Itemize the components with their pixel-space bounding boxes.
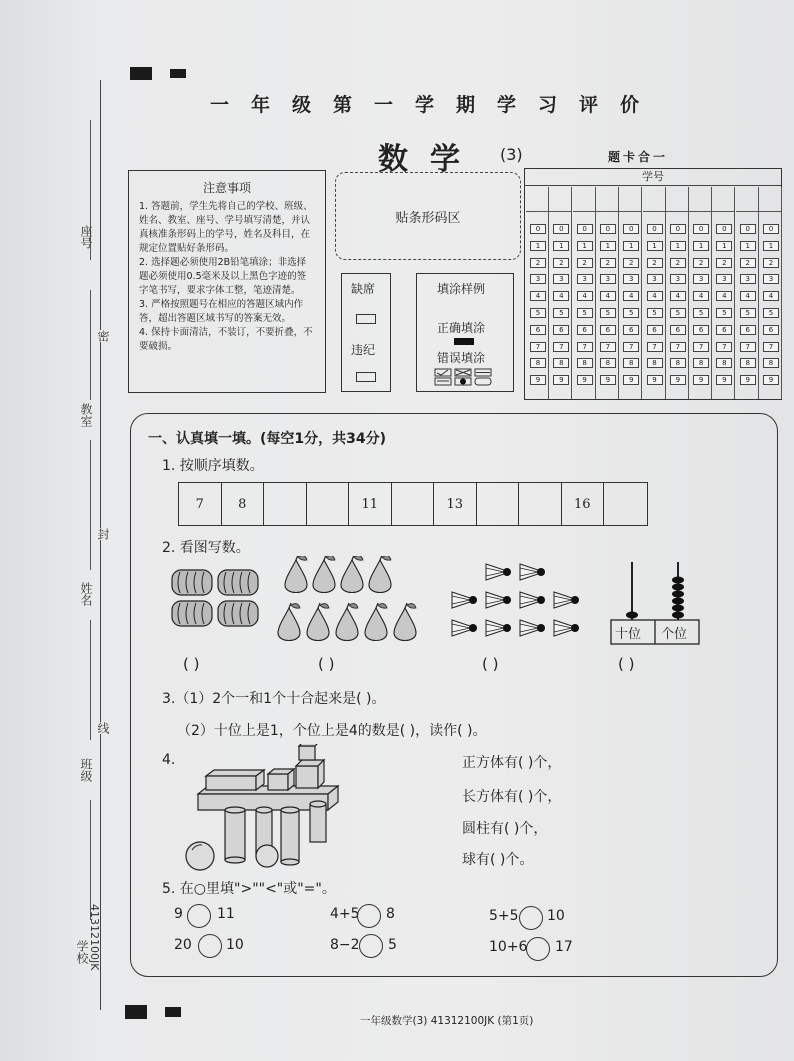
- student-id-bubble[interactable]: 0: [600, 224, 616, 234]
- student-id-bubble[interactable]: 9: [553, 375, 569, 385]
- fill-line: [90, 290, 91, 400]
- student-id-bubble[interactable]: 8: [600, 358, 616, 368]
- school-label: 学校: [75, 940, 89, 964]
- alignment-mark: [130, 67, 152, 80]
- student-id-bubble[interactable]: 8: [647, 358, 663, 368]
- notice-item: 2. 选择题必须使用2B铅笔填涂；非选择题必须使用0.5毫米及以上黑色字迹的签字笔书写，要求字体工整，笔迹清楚。: [139, 257, 307, 296]
- subject-text: 数学: [378, 142, 482, 177]
- student-id-digit-box[interactable]: [526, 187, 548, 212]
- q2-answer-blank[interactable]: ( ): [183, 655, 200, 673]
- compare-left: 20: [174, 937, 192, 953]
- student-id-column: [666, 187, 689, 399]
- student-id-bubble[interactable]: 6: [600, 325, 616, 335]
- student-id-bubble[interactable]: 7: [763, 342, 779, 352]
- student-id-bubble[interactable]: 9: [623, 375, 639, 385]
- student-id-bubble[interactable]: 1: [623, 241, 639, 251]
- notice-item: 1. 答题前，学生先将自己的学校、班级、姓名、教室、座号、学号填写清楚，并认真核准条形码上的学号，姓名及科目，在规定位置贴好条形码。: [139, 201, 313, 254]
- student-id-bubble[interactable]: 9: [600, 375, 616, 385]
- student-id-bubble[interactable]: 1: [716, 241, 732, 251]
- student-id-bubble[interactable]: 1: [763, 241, 779, 251]
- seal-text: 封: [96, 528, 110, 540]
- student-id-bubble[interactable]: 8: [740, 358, 756, 368]
- class-label: 班级: [79, 758, 93, 782]
- student-id-bubble[interactable]: 7: [740, 342, 756, 352]
- student-id-bubble[interactable]: 7: [716, 342, 732, 352]
- student-id-bubble[interactable]: 7: [600, 342, 616, 352]
- q4-cube-line[interactable]: 正方体有( )个，: [462, 755, 562, 771]
- student-id-bubble[interactable]: 8: [530, 358, 546, 368]
- student-id-bubble[interactable]: 0: [740, 224, 756, 234]
- shuttlecock-icon: [520, 620, 545, 636]
- student-id-bubble[interactable]: 0: [763, 224, 779, 234]
- student-id-bubble[interactable]: 4: [577, 291, 593, 301]
- pear-icon: [278, 603, 300, 641]
- student-id-bubble[interactable]: 0: [693, 224, 709, 234]
- student-id-bubble[interactable]: 9: [530, 375, 546, 385]
- student-id-bubble[interactable]: 2: [577, 258, 593, 268]
- notice-item: 3. 严格按照题号在相应的答题区域内作答，超出答题区域书写的答案无效。: [139, 299, 304, 324]
- shuttlecock-icon: [554, 620, 579, 636]
- seat-label: 座号: [79, 225, 93, 249]
- student-id-bubble[interactable]: 4: [740, 291, 756, 301]
- student-id-bubble[interactable]: 4: [716, 291, 732, 301]
- student-id-bubble[interactable]: 9: [693, 375, 709, 385]
- sequence-cell[interactable]: [519, 483, 562, 525]
- shuttlecock-icon: [554, 592, 579, 608]
- student-id-bubble[interactable]: 4: [693, 291, 709, 301]
- compare-left: 4+5: [330, 906, 360, 922]
- seal-text: 线: [96, 722, 110, 734]
- student-id-bubble[interactable]: 6: [623, 325, 639, 335]
- student-id-column: [549, 187, 572, 399]
- student-id-digit-box[interactable]: [736, 187, 758, 212]
- q4-cylinder-line[interactable]: 圆柱有( )个，: [462, 821, 548, 837]
- compare-right: 11: [217, 906, 235, 922]
- student-id-bubble[interactable]: 2: [530, 258, 546, 268]
- notice-item: 4. 保持卡面清洁，不装订，不要折叠，不要破损。: [139, 327, 313, 352]
- student-id-bubble[interactable]: 3: [623, 274, 639, 284]
- sequence-cell: 8: [222, 483, 265, 525]
- student-id-digit-box[interactable]: [549, 187, 571, 212]
- student-id-bubble[interactable]: 9: [740, 375, 756, 385]
- seal-text: 密: [96, 330, 110, 342]
- student-id-bubble[interactable]: 5: [740, 308, 756, 318]
- student-id-column: [759, 187, 782, 399]
- edition-label: (3): [500, 145, 523, 164]
- student-id-bubble[interactable]: 2: [623, 258, 639, 268]
- student-id-bubble[interactable]: 6: [763, 325, 779, 335]
- student-id-bubble[interactable]: 3: [763, 274, 779, 284]
- student-id-column: [689, 187, 712, 399]
- student-id-digit-box[interactable]: [573, 187, 595, 212]
- student-id-column: [619, 187, 642, 399]
- classroom-label: 教室: [79, 403, 93, 427]
- student-id-column: [712, 187, 735, 399]
- student-id-bubble[interactable]: 8: [693, 358, 709, 368]
- fill-line: [90, 620, 91, 740]
- student-id-bubble[interactable]: 6: [740, 325, 756, 335]
- q3-line2[interactable]: （2）十位上是1，个位上是4的数是( )，读作( )。: [177, 723, 487, 739]
- student-id-bubble[interactable]: 2: [553, 258, 569, 268]
- student-id-bubble[interactable]: 4: [530, 291, 546, 301]
- student-id-column: [526, 187, 549, 399]
- alignment-mark: [165, 1007, 181, 1017]
- student-id-bubble[interactable]: 7: [577, 342, 593, 352]
- q4-sphere-line[interactable]: 球有( )个。: [462, 852, 534, 868]
- student-id-bubble[interactable]: 2: [716, 258, 732, 268]
- student-id-column: [736, 187, 759, 399]
- pear-icon: [285, 556, 307, 593]
- compare-circle[interactable]: [187, 904, 211, 928]
- shuttlecock-icon: [452, 592, 477, 608]
- shuttlecocks-icon: [448, 558, 582, 646]
- q3-line1[interactable]: 3.（1）2个一和1个十合起来是( )。: [162, 691, 386, 707]
- student-id-digit-box[interactable]: [759, 187, 781, 212]
- student-id-bubble[interactable]: 3: [716, 274, 732, 284]
- student-id-bubble[interactable]: 2: [763, 258, 779, 268]
- binding-line: [100, 80, 101, 1010]
- q2-answer-blank[interactable]: ( ): [318, 655, 335, 673]
- student-id-bubble[interactable]: 8: [763, 358, 779, 368]
- student-id-bubble[interactable]: 7: [553, 342, 569, 352]
- sequence-cell[interactable]: [392, 483, 435, 525]
- sequence-cell[interactable]: [264, 483, 307, 525]
- fill-line: [90, 440, 91, 570]
- student-id-column: [573, 187, 596, 399]
- pear-icon: [341, 556, 363, 593]
- student-id-digit-box[interactable]: [712, 187, 734, 212]
- student-id-bubble[interactable]: 6: [530, 325, 546, 335]
- student-id-bubble[interactable]: 7: [647, 342, 663, 352]
- student-id-bubble[interactable]: 1: [693, 241, 709, 251]
- pear-icon: [336, 603, 358, 641]
- student-id-bubble[interactable]: 7: [623, 342, 639, 352]
- student-id-bubble[interactable]: 0: [716, 224, 732, 234]
- student-id-bubble[interactable]: 5: [716, 308, 732, 318]
- student-id-column: [643, 187, 666, 399]
- solids-shapes-icon: [178, 744, 358, 874]
- correct-fill-sample: [454, 338, 474, 345]
- pear-icon: [365, 603, 387, 641]
- student-id-bubble[interactable]: 5: [553, 308, 569, 318]
- compare-circle[interactable]: [519, 906, 543, 930]
- sequence-cells: [178, 482, 648, 526]
- student-id-bubble[interactable]: 6: [577, 325, 593, 335]
- student-id-bubble[interactable]: 5: [577, 308, 593, 318]
- absent-bubble[interactable]: [356, 314, 376, 324]
- sequence-cell: 11: [349, 483, 392, 525]
- compare-right: 5: [388, 937, 397, 953]
- alignment-mark: [125, 1005, 147, 1019]
- student-id-bubble[interactable]: 2: [693, 258, 709, 268]
- student-id-bubble[interactable]: 4: [553, 291, 569, 301]
- student-id-bubble[interactable]: 1: [530, 241, 546, 251]
- student-id-bubble[interactable]: 8: [553, 358, 569, 368]
- q2-answer-blank[interactable]: ( ): [618, 655, 635, 673]
- student-id-bubble[interactable]: 7: [530, 342, 546, 352]
- student-id-label: 学号: [525, 169, 781, 186]
- student-id-bubble[interactable]: 0: [670, 224, 686, 234]
- code-label: 41312100JK: [88, 904, 101, 971]
- student-id-digit-box[interactable]: [643, 187, 665, 212]
- fill-example-title: 填涂样例: [437, 282, 486, 296]
- q5-label: 5. 在○里填">""<"或"="。: [162, 881, 336, 897]
- student-id-bubble[interactable]: 7: [670, 342, 686, 352]
- student-id-bubble[interactable]: 6: [647, 325, 663, 335]
- sequence-cell[interactable]: [477, 483, 520, 525]
- student-id-bubble[interactable]: 9: [577, 375, 593, 385]
- student-id-bubble[interactable]: 1: [553, 241, 569, 251]
- student-id-bubble[interactable]: 8: [623, 358, 639, 368]
- q1-label: 1. 按顺序填数。: [162, 458, 264, 474]
- compare-left: 8−2: [330, 937, 360, 953]
- compare-circle[interactable]: [359, 934, 383, 958]
- correct-fill-label: 正确填涂: [437, 321, 486, 335]
- student-id-bubble[interactable]: 3: [647, 274, 663, 284]
- compare-left: 9: [174, 906, 183, 922]
- student-id-digit-box[interactable]: [689, 187, 711, 212]
- compare-left: 10+6: [489, 939, 528, 955]
- barcode-area[interactable]: [335, 172, 521, 260]
- sequence-cell[interactable]: [307, 483, 350, 525]
- student-id-bubble[interactable]: 5: [623, 308, 639, 318]
- student-id-bubble[interactable]: 4: [670, 291, 686, 301]
- q2-label: 2. 看图写数。: [162, 540, 250, 556]
- compare-circle[interactable]: [198, 934, 222, 958]
- compare-circle[interactable]: [357, 904, 381, 928]
- name-label: 姓名: [79, 582, 93, 606]
- student-id-bubble[interactable]: 3: [693, 274, 709, 284]
- shuttlecock-icon: [486, 564, 511, 580]
- pear-icon: [369, 556, 391, 593]
- notice-title: 注意事项: [202, 181, 251, 195]
- student-id-bubble[interactable]: 4: [763, 291, 779, 301]
- page-footer: 一年级数学(3) 41312100JK (第1页): [360, 1015, 534, 1027]
- student-id-column: [596, 187, 619, 399]
- student-id-bubble[interactable]: 0: [623, 224, 639, 234]
- student-id-bubble[interactable]: 3: [553, 274, 569, 284]
- student-id-bubble[interactable]: 9: [716, 375, 732, 385]
- q2-answer-blank[interactable]: ( ): [482, 655, 499, 673]
- compare-right: 8: [386, 906, 395, 922]
- compare-right: 17: [555, 939, 573, 955]
- student-id-bubble[interactable]: 6: [670, 325, 686, 335]
- student-id-bubble[interactable]: 5: [670, 308, 686, 318]
- shuttlecock-icon: [520, 592, 545, 608]
- q4-cuboid-line[interactable]: 长方体有( )个，: [462, 789, 562, 805]
- compare-right: 10: [226, 937, 244, 953]
- notice-box: [128, 170, 326, 393]
- compare-circle[interactable]: [526, 937, 550, 961]
- exam-subtitle: 一年级第一学期学习评价: [210, 94, 662, 116]
- student-id-bubble[interactable]: 4: [600, 291, 616, 301]
- student-id-bubble[interactable]: 9: [763, 375, 779, 385]
- student-id-bubble[interactable]: 6: [553, 325, 569, 335]
- student-id-bubble[interactable]: 1: [670, 241, 686, 251]
- student-id-bubble[interactable]: 6: [693, 325, 709, 335]
- student-id-bubble[interactable]: 2: [740, 258, 756, 268]
- student-id-bubble[interactable]: 3: [577, 274, 593, 284]
- student-id-bubble[interactable]: 0: [647, 224, 663, 234]
- student-id-bubble[interactable]: 4: [623, 291, 639, 301]
- student-id-bubble[interactable]: 5: [530, 308, 546, 318]
- shuttlecock-icon: [520, 564, 545, 580]
- violation-bubble[interactable]: [356, 372, 376, 382]
- ropes-icon: [170, 568, 262, 630]
- student-id-bubble[interactable]: 8: [577, 358, 593, 368]
- sequence-cell: 16: [562, 483, 605, 525]
- student-id-bubble[interactable]: 5: [763, 308, 779, 318]
- student-id-bubble[interactable]: 2: [600, 258, 616, 268]
- student-id-digit-box[interactable]: [666, 187, 688, 212]
- absence-box: [341, 273, 391, 392]
- student-id-bubble[interactable]: 9: [647, 375, 663, 385]
- sequence-cell[interactable]: [604, 483, 647, 525]
- pear-icon: [394, 603, 416, 641]
- student-id-bubble[interactable]: 1: [647, 241, 663, 251]
- student-id-digit-box[interactable]: [596, 187, 618, 212]
- student-id-bubble[interactable]: 1: [577, 241, 593, 251]
- compare-right: 10: [547, 908, 565, 924]
- abacus-ones-label: 个位: [661, 627, 688, 642]
- student-id-bubble[interactable]: 5: [647, 308, 663, 318]
- student-id-bubble[interactable]: 2: [670, 258, 686, 268]
- student-id-bubble[interactable]: 7: [693, 342, 709, 352]
- student-id-bubble[interactable]: 3: [600, 274, 616, 284]
- student-id-bubble[interactable]: 6: [716, 325, 732, 335]
- wrong-fill-label: 错误填涂: [437, 351, 486, 365]
- sequence-cell: 13: [434, 483, 477, 525]
- student-id-digit-box[interactable]: [619, 187, 641, 212]
- student-id-bubble[interactable]: 4: [647, 291, 663, 301]
- fill-line: [90, 800, 91, 920]
- shuttlecock-icon: [452, 620, 477, 636]
- card-label: 题卡合一: [608, 150, 669, 164]
- compare-left: 5+5: [489, 908, 519, 924]
- alignment-mark: [170, 69, 186, 78]
- student-id-bubble[interactable]: 3: [670, 274, 686, 284]
- pears-icon: [276, 556, 424, 646]
- student-id-bubble[interactable]: 8: [716, 358, 732, 368]
- student-id-bubble[interactable]: 0: [530, 224, 546, 234]
- student-id-bubble[interactable]: 3: [530, 274, 546, 284]
- pear-icon: [307, 603, 329, 641]
- section-title: 一、认真填一填。(每空1分，共34分): [148, 431, 387, 447]
- student-id-bubble[interactable]: 2: [647, 258, 663, 268]
- student-id-bubble[interactable]: 3: [740, 274, 756, 284]
- student-id-bubble[interactable]: 5: [600, 308, 616, 318]
- student-id-bubble[interactable]: 1: [740, 241, 756, 251]
- student-id-bubble[interactable]: 9: [670, 375, 686, 385]
- q4-label: 4.: [162, 752, 176, 768]
- fill-example-box: [416, 273, 514, 392]
- wrong-fill-samples: [434, 368, 496, 390]
- absent-label: 缺席: [351, 282, 376, 296]
- student-id-bubble[interactable]: 1: [600, 241, 616, 251]
- sequence-cell: 7: [179, 483, 222, 525]
- shuttlecock-icon: [486, 620, 511, 636]
- student-id-bubble[interactable]: 8: [670, 358, 686, 368]
- shuttlecock-icon: [486, 592, 511, 608]
- pear-icon: [313, 556, 335, 593]
- student-id-bubble[interactable]: 0: [577, 224, 593, 234]
- student-id-bubble[interactable]: 0: [553, 224, 569, 234]
- abacus-tens-label: 十位: [615, 627, 642, 642]
- violation-label: 违纪: [351, 343, 376, 357]
- barcode-label: 贴条形码区: [395, 210, 461, 226]
- student-id-bubble[interactable]: 5: [693, 308, 709, 318]
